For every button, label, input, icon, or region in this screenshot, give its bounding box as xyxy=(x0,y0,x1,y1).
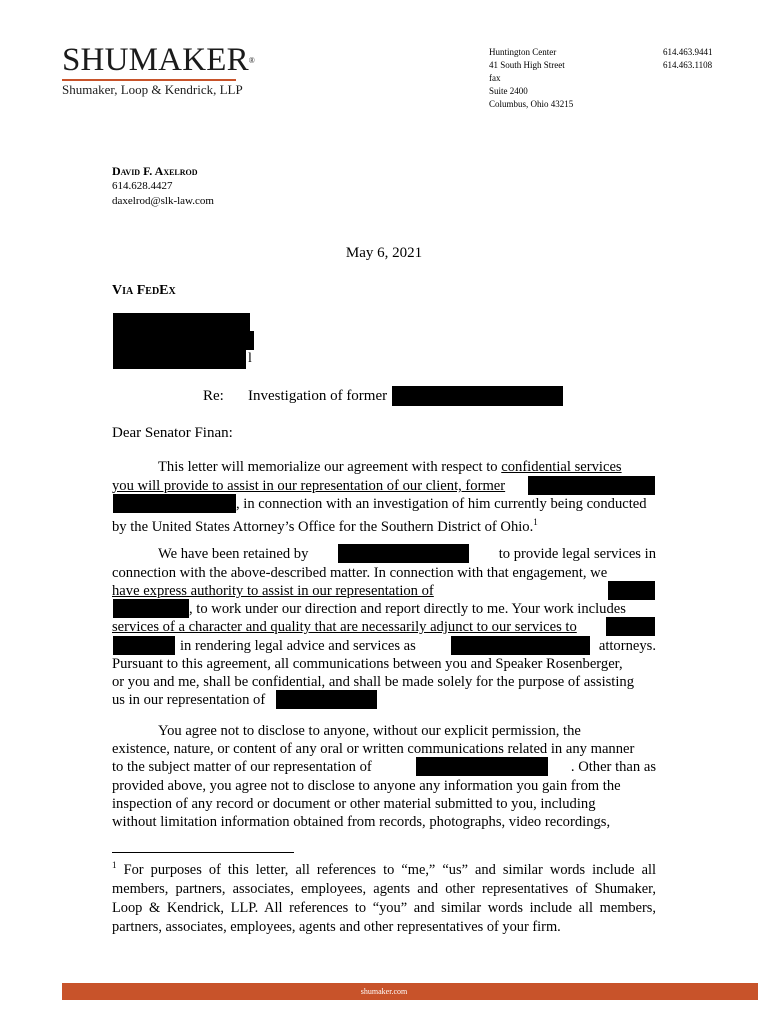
logo-rule xyxy=(62,79,236,81)
sender-block xyxy=(112,164,214,209)
body-line: connection with the above-described matter. In connection with that engagement, we xyxy=(112,565,608,581)
re-label: Re: xyxy=(203,388,224,404)
redacted-name xyxy=(113,636,175,655)
body-line: inspection of any record or document or other material submitted to you, including xyxy=(112,796,596,812)
firm-logo xyxy=(62,44,255,98)
body-line: attorneys. xyxy=(598,638,656,654)
body-line: us in our representation of xyxy=(112,692,266,708)
office-fax: 614.463.1108 xyxy=(663,60,713,70)
office-address xyxy=(489,46,573,111)
redacted-name xyxy=(113,494,236,513)
redacted-name xyxy=(338,544,469,563)
body-line: , in connection with an investigation of him currently being conducted xyxy=(236,496,647,512)
footnote-rule xyxy=(112,852,294,853)
address-line: Suite 2400 xyxy=(489,86,528,96)
redacted-name xyxy=(113,599,189,618)
body-line: You agree not to disclose to anyone, without our explicit permission, the xyxy=(158,723,581,739)
sender-name: David F. Axelrod xyxy=(112,164,198,178)
body-line: you will provide to assist in our representation of our client, former xyxy=(112,478,506,494)
body-line: services of a character and quality that are necessarily adjunct to our services to xyxy=(112,619,577,635)
logo-wordmark: SHUMAKER® xyxy=(62,42,256,78)
redacted-name xyxy=(528,476,655,495)
salutation: Dear Senator Finan: xyxy=(112,425,233,441)
body-line: to the subject matter of our representation of xyxy=(112,759,372,775)
body-line: by the United States Attorney’s Office for the Southern District of Ohio.$^1$ xyxy=(112,517,538,535)
redacted-name xyxy=(608,581,655,600)
redacted-recipient-line xyxy=(113,313,250,332)
footnote xyxy=(112,856,656,937)
address-line: Columbus, Ohio 43215 xyxy=(489,99,574,109)
recipient-tail: l xyxy=(248,351,252,366)
sender-phone: 614.628.4427 xyxy=(112,180,173,192)
redacted-name xyxy=(606,617,655,636)
body-line: have express authority to assist in our representation of xyxy=(112,583,434,599)
redacted-recipient-line xyxy=(113,350,246,369)
redacted-name xyxy=(416,757,548,776)
logo-firm-name: Shumaker, Loop & Kendrick, LLP xyxy=(62,82,243,97)
body-line: without limitation information obtained from records, photographs, video recordings, xyxy=(112,814,611,830)
body-line: Pursuant to this agreement, all communications between you and Speaker Rosenberger, xyxy=(112,656,623,672)
redacted-name xyxy=(451,636,590,655)
body-line: This letter will memorialize our agreement with respect to confidential services xyxy=(158,459,622,475)
redacted-recipient-line xyxy=(113,331,254,350)
address-line: 41 South High Street xyxy=(489,60,565,70)
body-line: . Other than as xyxy=(570,759,656,775)
body-line: or you and me, shall be confidential, and shall be made solely for the purpose of assisting xyxy=(112,674,635,690)
redacted-name xyxy=(392,386,563,406)
body-line: in rendering legal advice and services as xyxy=(180,638,416,654)
body-line: existence, nature, or content of any oral or written communications related in any manner xyxy=(112,741,635,757)
body-line: to provide legal services in xyxy=(498,546,656,562)
address-line: Huntington Center xyxy=(489,47,557,57)
redacted-name xyxy=(276,690,377,709)
body-line: provided above, you agree not to disclose to anyone any information you gain from the xyxy=(112,778,621,794)
footnote-text: For purposes of this letter, all references to “me,” “us” and similar words include all members, partners, associates, employees, agents and other representatives of Shumaker, Loop & Kendrick, LLP. All references to “you” and similar words include all members, partners, associates, employees, agents and other representatives of your firm. xyxy=(112,861,656,935)
footnote-mark: 1 xyxy=(112,860,117,870)
body-line: We have been retained by xyxy=(158,546,309,562)
sender-email: daxelrod@slk-law.com xyxy=(112,195,214,207)
body-line: , to work under our direction and report directly to me. Your work includes xyxy=(189,601,626,617)
office-phones xyxy=(663,46,713,72)
letter-date: May 6, 2021 xyxy=(345,245,423,261)
office-phone: 614.463.9441 xyxy=(663,47,713,57)
re-text: Investigation of former xyxy=(248,388,388,404)
address-line: fax xyxy=(489,73,501,83)
delivery-method: Via FedEx xyxy=(112,283,176,298)
footer-url[interactable]: shumaker.com xyxy=(360,987,408,996)
